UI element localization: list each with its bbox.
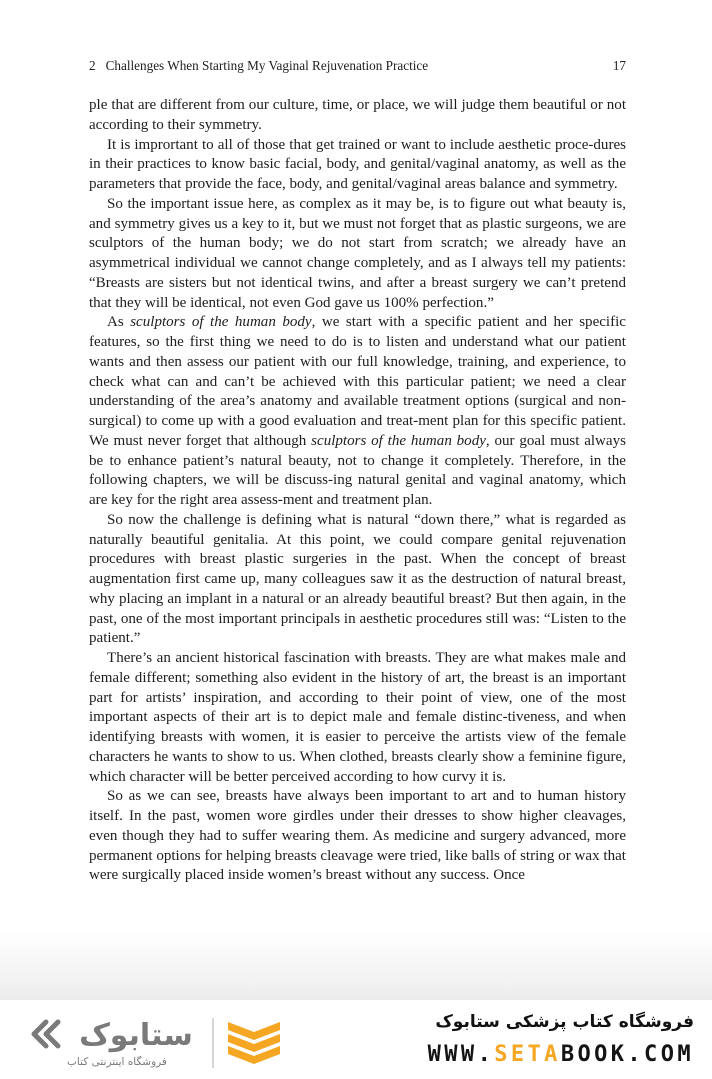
italic-phrase: sculptors of the human body [311,432,486,449]
running-head [89,56,626,76]
chapter-number: 2 [89,58,96,73]
body-text [89,96,626,886]
url-suffix: BOOK.COM [560,1042,694,1067]
paragraph [89,313,626,511]
store-banner [0,1000,712,1079]
running-head-chapter [89,56,428,76]
book-stack-icon [224,1016,284,1070]
setabook-logo-icon [28,1014,208,1054]
logo-divider [212,1018,214,1068]
italic-phrase: sculptors of the human body [130,314,312,331]
paragraph: So as we can see, breasts have always been important to art and to human history itself. In the past, women wore girdles under their dresses to show higher cleavages, even though they had to suffer wearing them. As medicine and surgery advanced, more permanent options for helping breasts cleavage were tried, like balls of string or wax that were surgically placed inside women’s breast without any success. Once [89,788,626,884]
url-accent: SETA [494,1042,561,1067]
store-logo[interactable] [28,1014,278,1072]
paragraph-text: As [107,314,131,331]
paragraph: So now the challenge is defining what is natural “down there,” what is regarded as naturally beautiful genitalia. At this point, we could compare genital rejuvenation procedures with breast plastic surgeries in the past. When the concept of breast augmentation first came up, many colleagues saw it as the destruction of natural breast, why placing an implant in a natural or an already beautiful breast? But then again, in the past, one of the most important principals in aesthetic procedures still was: “Listen to the patient.” [89,511,626,647]
chapter-title: Challenges When Starting My Vaginal Rejuvenation Practice [105,58,429,73]
paragraph: It is imprortant to all of those that get trained or want to include aesthetic proce-dures in their practices to know basic facial, body, and genital/vaginal anatomy, as well as the parameters that provide the face, body, and genital/vaginal areas balance and symmetry. [89,136,626,192]
page-number: 17 [612,58,626,73]
paragraph-text: , we start with a specific patient and her specific features, so the first thing we need to do is to listen and understand what our patient wants and then assess our patient with our full knowledge, training, and experience, to check what can and can’t be achieved with this particular patient; we need a clear understanding of the area’s anatomy and available treatment options (surgical and non-surgical) to come up with a good evaluation and treat-ment plan for this specific patient. We must never forget that although [89,314,626,449]
store-name: فروشگاه کتاب پزشکی ستابوک [435,1012,694,1032]
logo-wordmark: ستابوک [79,1018,193,1053]
url-prefix: WWW. [427,1042,495,1067]
store-url[interactable] [428,1042,694,1067]
paragraph: ple that are different from our culture, time, or place, we will judge them beautiful or not according to their symmetry. [89,97,626,133]
paragraph: So the important issue here, as complex as it may be, is to figure out what beauty is, and symmetry gives us a key to it, but we must not forget that as plastic surgeons, we are sculptors of the human body; we do not start from scratch; we already have an asymmetrical individual we cannot change completely, and as I always tell my patients: “Breasts are sisters but not identical twins, and after a breast surgery we can’t pretend that they will be identical, not even God gave us 100% perfection.” [89,195,626,311]
paragraph: There’s an ancient historical fascination with breasts. They are what makes male and female different; something also evident in the history of art, the breast is an important part for artists’ inspiration, and according to their point of view, one of the most important aspects of their art is to depict male and female distinc-tiveness, and when identifying breasts with women, it is easier to perceive the artists view of the female characters he wants to show to us. When clothed, breasts clearly show a feminine figure, which character will be better perceived according to how curvy it is. [89,650,626,785]
logo-tagline: فروشگاه اینترنتی کتاب [67,1056,167,1068]
paragraph-text: , our goal must always be to enhance patient’s natural beauty, not to change it completely. Therefore, in the following chapters, we will be discuss-ing natural genital and vaginal anatomy, which are key for the right area assess-ment and treatment plan. [89,432,626,508]
